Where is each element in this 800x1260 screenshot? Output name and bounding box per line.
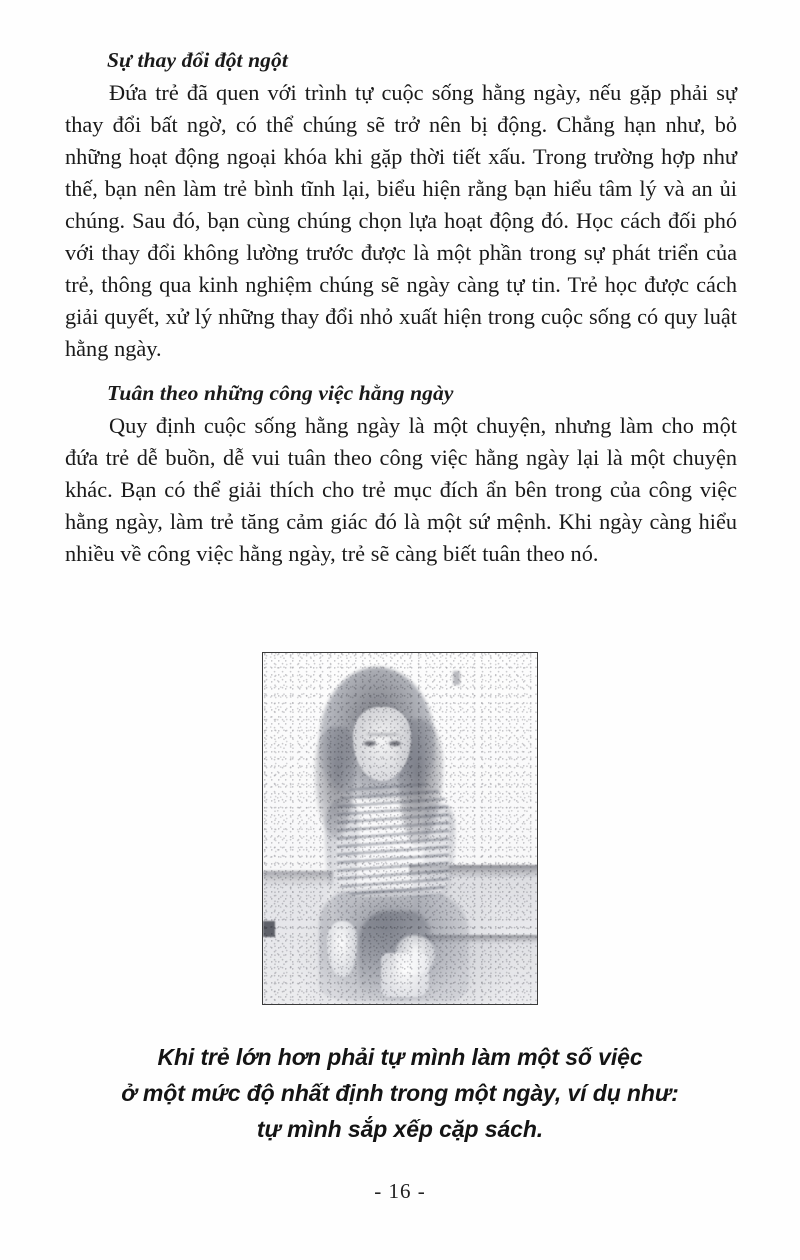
section-heading-2: Tuân theo những công việc hằng ngày bbox=[107, 381, 454, 405]
striped-torso-shape bbox=[337, 781, 449, 897]
figure-caption bbox=[121, 1039, 678, 1147]
hair-shape bbox=[319, 667, 435, 799]
left-arm-shape bbox=[325, 799, 359, 921]
right-hand-shape bbox=[395, 935, 435, 975]
body-paragraph-1: Đứa trẻ đã quen với trình tự cuộc sống hằng ngày, nếu gặp phải sự thay đổi bất ngờ, có thể chúng sẽ trở nên bị động. Chẳng hạn như, bỏ những hoạt động ngoại khóa khi gặp thời tiết xấu. Trong trường hợp như thế, bạn nên làm trẻ bình tĩnh lại, biểu hiện rằng bạn hiểu tâm lý và an ủi chúng. Sau đó, bạn cùng chúng chọn lựa hoạt động đó. Học cách đối phó với thay đổi không lường trước được là một phần trong sự phát triển của trẻ, thông qua kinh nghiệm chúng sẽ ngày càng tự tin. Trẻ học được cách giải quyết, xử lý những thay đổi nhỏ xuất hiện trong cuộc sống có quy luật hằng ngày. bbox=[65, 80, 737, 361]
brow-shape bbox=[366, 733, 400, 736]
hair-left-shape bbox=[315, 727, 355, 839]
left-eye-shape bbox=[364, 741, 376, 746]
dark-accent-shape bbox=[263, 921, 275, 937]
text-column bbox=[65, 44, 737, 570]
desk-edge-shape bbox=[413, 935, 537, 944]
photo-image bbox=[263, 653, 537, 1004]
photo-frame bbox=[262, 652, 538, 1005]
scan-grain-overlay bbox=[263, 653, 537, 1004]
lap-fold-shape bbox=[359, 911, 431, 997]
paper-sheet-shape bbox=[381, 953, 429, 997]
body-paragraph-2: Quy định cuộc sống hằng ngày là một chuyện, nhưng làm cho một đứa trẻ dễ buồn, dễ vui tuân theo công việc hằng ngày lại là một chuyện khác. Bạn có thể giải thích cho trẻ mục đích ẩn bên trong của công việc hằng ngày, làm trẻ tăng cảm giác đó là một sứ mệnh. Khi ngày càng hiểu nhiều về công việc hằng ngày, trẻ sẽ càng biết tuân theo nó. bbox=[65, 413, 737, 566]
right-arm-shape bbox=[423, 803, 455, 909]
right-eye-shape bbox=[389, 741, 401, 746]
desk-lower-shape bbox=[419, 943, 537, 1003]
figure bbox=[0, 652, 800, 1147]
bench-body-shape bbox=[263, 883, 329, 1004]
lap-shape bbox=[319, 889, 469, 1001]
left-hand-shape bbox=[327, 921, 357, 977]
caption-line-2: ở một mức độ nhất định trong một ngày, ví dụ như: bbox=[121, 1080, 679, 1106]
section-heading-1: Sự thay đổi đột ngột bbox=[107, 48, 288, 72]
paragraph-spacer bbox=[65, 365, 737, 377]
bench-surface-shape bbox=[263, 871, 333, 885]
face-shape bbox=[353, 707, 411, 781]
background-speck-shape bbox=[453, 671, 460, 685]
caption-line-1: Khi trẻ lớn hơn phải tự mình làm một số việc bbox=[157, 1044, 643, 1070]
desk-body-shape bbox=[413, 875, 537, 939]
desk-top-shape bbox=[409, 865, 537, 877]
page-number: - 16 - bbox=[374, 1179, 426, 1203]
caption-line-3: tự mình sắp xếp cặp sách. bbox=[256, 1116, 544, 1142]
hair-right-shape bbox=[397, 719, 443, 845]
